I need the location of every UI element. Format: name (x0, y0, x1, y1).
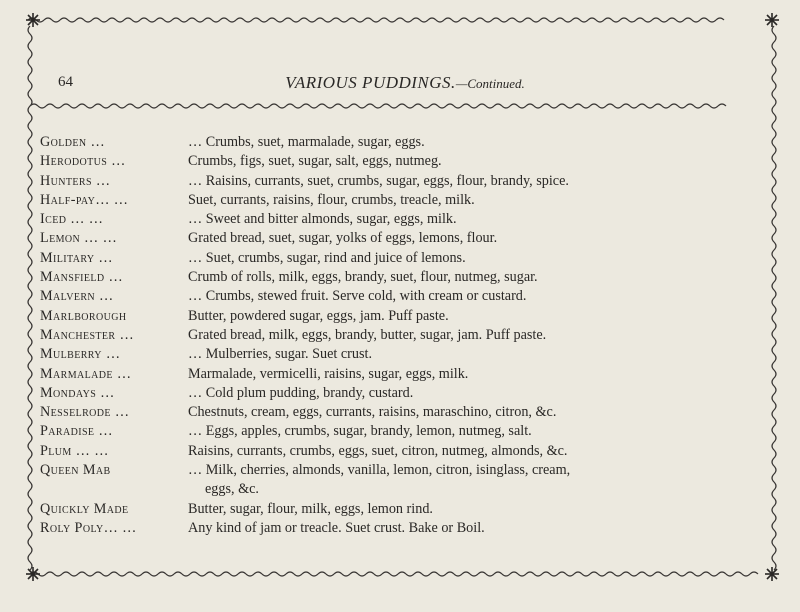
left-wavy-rule (28, 26, 32, 570)
pudding-name: Nesselrode … (40, 404, 130, 421)
pudding-ingredients (188, 326, 770, 345)
list-item (40, 500, 770, 519)
pudding-name: Malvern … (40, 288, 114, 305)
pudding-ingredients (188, 500, 770, 519)
pudding-name: Iced … … (40, 211, 104, 228)
pudding-name: Mondays … (40, 384, 115, 401)
ingredients-line: … Suet, crumbs, sugar, rind and juice of lemons. (188, 249, 466, 266)
page-header (40, 70, 770, 100)
pudding-ingredients (188, 384, 770, 403)
pudding-ingredients (188, 461, 770, 500)
pudding-ingredients (188, 191, 770, 210)
corner-ornament-bottom-right (765, 567, 779, 581)
pudding-ingredients (188, 152, 770, 171)
pudding-ingredients (188, 345, 770, 364)
pudding-name: Golden … (40, 134, 106, 150)
list-item (40, 152, 770, 171)
pudding-ingredients (188, 442, 770, 461)
pudding-ingredients (188, 229, 770, 248)
corner-ornament-top-left (26, 13, 40, 27)
list-item (40, 326, 770, 345)
list-item (40, 191, 770, 210)
pudding-name: Quickly Made (40, 500, 129, 517)
ingredients-line: … Crumbs, suet, marmalade, sugar, eggs. (188, 134, 425, 150)
pudding-list (40, 133, 770, 538)
pudding-name: Herodotus … (40, 153, 126, 170)
ingredients-continuation: eggs, &c. (205, 481, 259, 498)
list-item (40, 133, 770, 152)
pudding-ingredients (188, 403, 770, 422)
page-number: 64 (58, 74, 73, 90)
pudding-name: Marlborough (40, 307, 127, 324)
running-title (40, 73, 770, 93)
pudding-ingredients (188, 133, 770, 152)
pudding-ingredients (188, 172, 770, 191)
header-wavy-rule (30, 104, 726, 108)
ingredients-line: Chestnuts, cream, eggs, currants, raisins, maraschino, citron, &c. (188, 404, 557, 421)
list-item (40, 249, 770, 268)
list-item (40, 307, 770, 326)
list-item (40, 172, 770, 191)
ingredients-line: Raisins, currants, crumbs, eggs, suet, citron, nutmeg, almonds, &c. (188, 442, 568, 459)
ingredients-line: … Cold plum pudding, brandy, custard. (188, 384, 414, 401)
pudding-ingredients (188, 365, 770, 384)
ingredients-line: Butter, sugar, flour, milk, eggs, lemon rind. (188, 500, 433, 517)
pudding-name: Queen Mab (40, 462, 111, 479)
pudding-name: Military … (40, 249, 113, 266)
list-item (40, 287, 770, 306)
ingredients-line: … Crumbs, stewed fruit. Serve cold, with cream or custard. (188, 288, 527, 305)
list-item (40, 229, 770, 248)
ingredients-line: Grated bread, suet, sugar, yolks of eggs, lemons, flour. (188, 230, 498, 247)
bottom-wavy-rule (30, 572, 758, 576)
list-item (40, 365, 770, 384)
pudding-name: Half-pay… … (40, 191, 129, 208)
pudding-name: Plum … … (40, 442, 109, 459)
list-item (40, 519, 770, 538)
corner-ornament-bottom-left (26, 567, 40, 581)
ingredients-line: Any kind of jam or treacle. Suet crust. Bake or Boil. (188, 519, 485, 536)
pudding-name: Hunters … (40, 172, 111, 189)
list-item (40, 442, 770, 461)
pudding-name: Mansfield … (40, 269, 124, 286)
pudding-name: Marmalade … (40, 365, 132, 382)
ingredients-line: Marmalade, vermicelli, raisins, sugar, eggs, milk. (188, 365, 469, 382)
ingredients-line: … Raisins, currants, suet, crumbs, sugar, eggs, flour, brandy, spice. (188, 172, 569, 189)
pudding-name: Manchester … (40, 326, 135, 343)
list-item (40, 384, 770, 403)
ingredients-line: … Milk, cherries, almonds, vanilla, lemon, citron, isinglass, cream, (188, 462, 571, 479)
list-item (40, 345, 770, 364)
pudding-name: Roly Poly… … (40, 519, 137, 536)
ingredients-line: Butter, powdered sugar, eggs, jam. Puff paste. (188, 307, 449, 324)
ingredients-line: … Sweet and bitter almonds, sugar, eggs, milk. (188, 211, 457, 228)
list-item (40, 422, 770, 441)
corner-ornament-top-right (765, 13, 779, 27)
pudding-name: Paradise … (40, 423, 113, 440)
right-wavy-rule (772, 26, 776, 570)
running-title-continued: —Continued. (455, 76, 525, 91)
ingredients-line: Crumb of rolls, milk, eggs, brandy, suet, flour, nutmeg, sugar. (188, 269, 538, 286)
ingredients-line: Grated bread, milk, eggs, brandy, butter, sugar, jam. Puff paste. (188, 326, 547, 343)
list-item (40, 268, 770, 287)
ingredients-line: … Mulberries, sugar. Suet crust. (188, 346, 373, 363)
list-item (40, 461, 770, 500)
pudding-ingredients (188, 249, 770, 268)
ingredients-line: Crumbs, figs, suet, sugar, salt, eggs, nutmeg. (188, 153, 442, 170)
pudding-name: Lemon … … (40, 230, 118, 247)
ingredients-line: Suet, currants, raisins, flour, crumbs, treacle, milk. (188, 191, 475, 208)
pudding-ingredients (188, 422, 770, 441)
pudding-ingredients (188, 307, 770, 326)
pudding-ingredients (188, 210, 770, 229)
top-wavy-rule (28, 18, 724, 22)
ingredients-line: … Eggs, apples, crumbs, sugar, brandy, lemon, nutmeg, salt. (188, 423, 532, 440)
pudding-ingredients (188, 268, 770, 287)
pudding-ingredients (188, 287, 770, 306)
list-item (40, 403, 770, 422)
pudding-name: Mulberry … (40, 346, 121, 363)
running-title-text: VARIOUS PUDDINGS. (285, 73, 456, 92)
list-item (40, 210, 770, 229)
pudding-ingredients (188, 519, 770, 538)
